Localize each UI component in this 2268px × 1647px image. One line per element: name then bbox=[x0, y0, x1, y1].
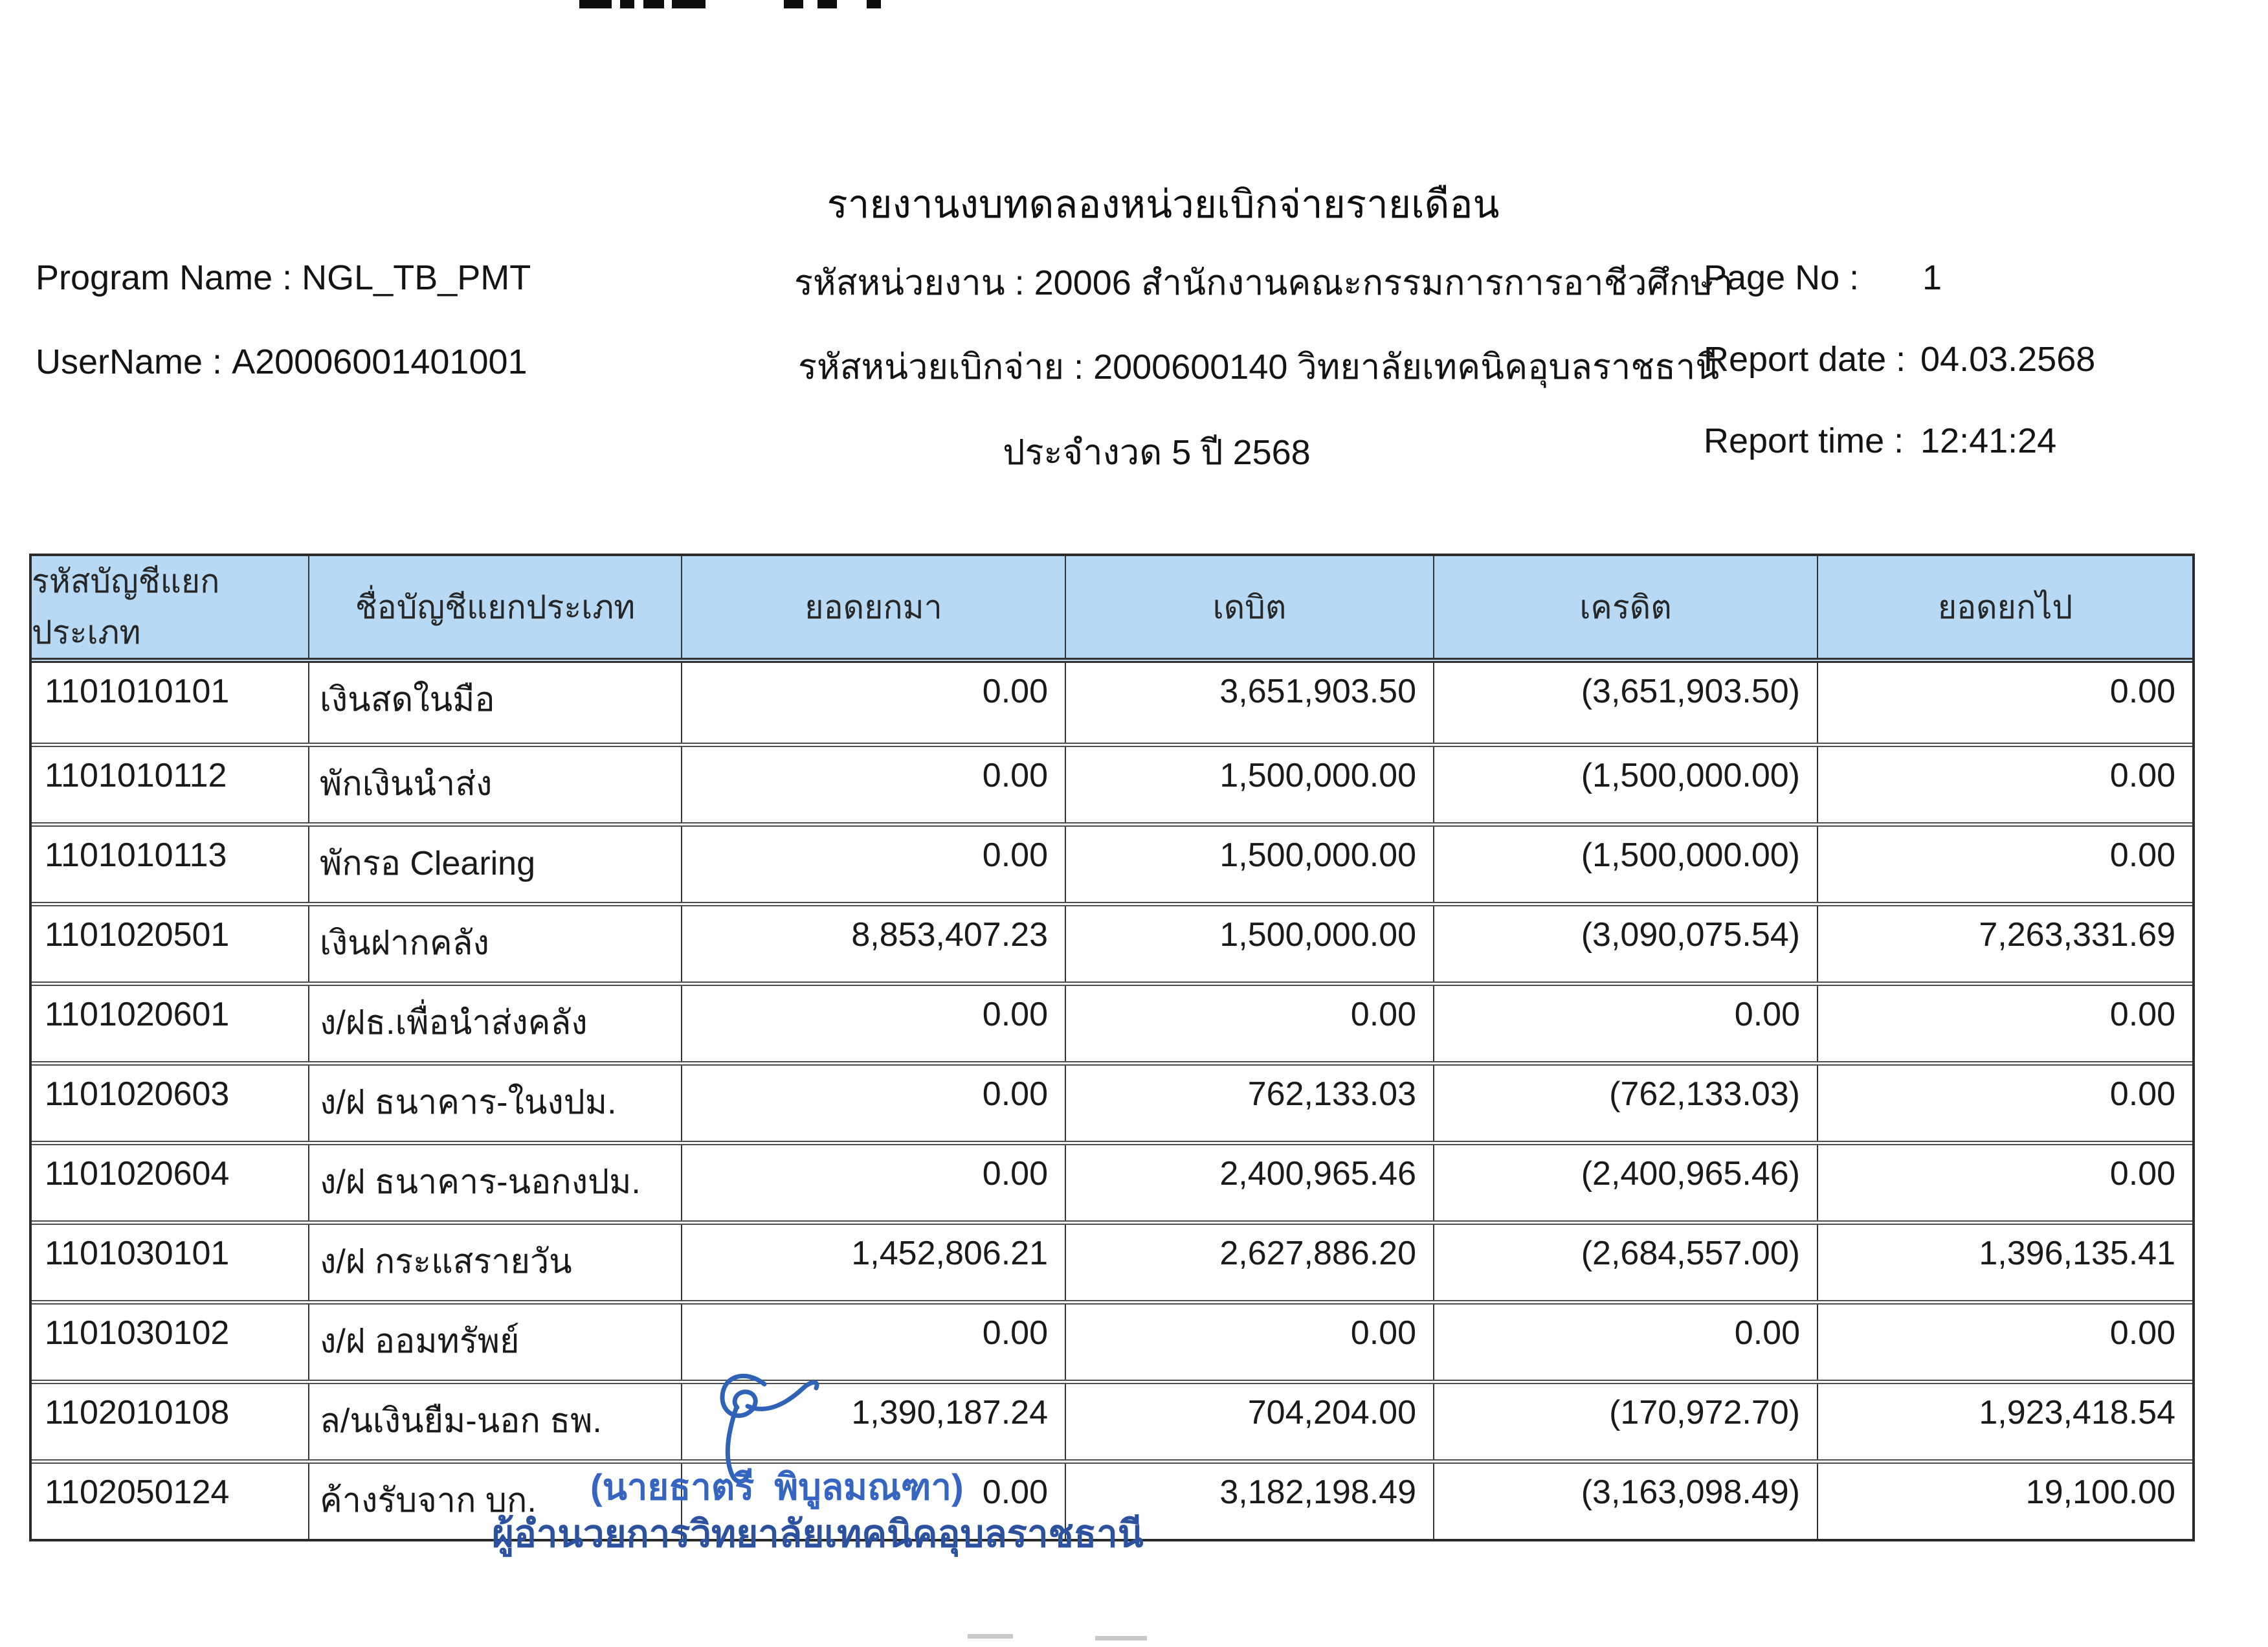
cell-name: ค้างรับจาก บก. bbox=[309, 1464, 682, 1539]
cell-opening: 0.00 bbox=[682, 747, 1066, 822]
cell-code: 1102050124 bbox=[32, 1464, 309, 1539]
cell-closing: 1,923,418.54 bbox=[1979, 1394, 2175, 1431]
signer-name: (นายธาตรี พิบูลมณฑา) bbox=[590, 1466, 964, 1507]
cell-credit: 0.00 bbox=[1434, 986, 1818, 1061]
cell-code: 1101020604 bbox=[32, 1145, 309, 1220]
cell-credit: (170,972.70) bbox=[1434, 1384, 1818, 1459]
table-body bbox=[32, 663, 2192, 1539]
cell-debit: 0.00 bbox=[1066, 986, 1434, 1061]
cell-code: 1101030102 bbox=[32, 1305, 309, 1380]
cell-opening: 0.00 bbox=[682, 1305, 1066, 1380]
table-header-row bbox=[32, 556, 2192, 663]
cell-opening: 0.00 bbox=[682, 986, 1066, 1061]
cell-code: 1101010113 bbox=[32, 827, 309, 902]
program-name-value: NGL_TB_PMT bbox=[302, 258, 531, 297]
cell-code: 1101030101 bbox=[32, 1225, 309, 1300]
report-date-value: 04.03.2568 bbox=[1920, 340, 2096, 379]
table-row bbox=[32, 663, 2192, 743]
col-header-opening-balance: ยอดยกมา bbox=[682, 556, 1066, 658]
cell-code: 1101010101 bbox=[32, 663, 309, 743]
cell-opening: 1,390,187.24 bbox=[682, 1384, 1066, 1459]
cell-debit: 2,400,965.46 bbox=[1066, 1145, 1434, 1220]
cell-closing: 0.00 bbox=[2109, 673, 2175, 710]
table-row bbox=[32, 1300, 2192, 1380]
cell-name: ง/ฝ ธนาคาร-นอกงปม. bbox=[309, 1145, 682, 1220]
col-header-account-name: ชื่อบัญชีแยกประเภท bbox=[309, 556, 682, 658]
report-date-label: Report date : bbox=[1704, 340, 1906, 379]
cell-name: พักรอ Clearing bbox=[309, 827, 682, 902]
cell-opening: 0.00 bbox=[682, 1464, 1066, 1539]
table-row bbox=[32, 1061, 2192, 1141]
disbursement-unit-line: รหัสหน่วยเบิกจ่าย : 2000600140 วิทยาลัยเทคนิคอุบลราชธานี bbox=[798, 348, 1720, 387]
cell-closing: 1,396,135.41 bbox=[1979, 1235, 2175, 1272]
signer-title: ผู้อำนวยการวิทยาลัยเทคนิคอุบลราชธานี bbox=[492, 1513, 1144, 1555]
cell-debit: 0.00 bbox=[1066, 1305, 1434, 1380]
period-line: ประจำงวด 5 ปี 2568 bbox=[1003, 433, 1311, 472]
cell-debit: 704,204.00 bbox=[1066, 1384, 1434, 1459]
cell-closing: 0.00 bbox=[2109, 836, 2175, 874]
cell-code: 1101020501 bbox=[32, 906, 309, 981]
cell-credit: (3,651,903.50) bbox=[1434, 663, 1818, 743]
page-no-label: Page No : bbox=[1704, 258, 1860, 297]
table-row bbox=[32, 1380, 2192, 1459]
cell-code: 1101020603 bbox=[32, 1066, 309, 1141]
cell-name: เงินฝากคลัง bbox=[309, 906, 682, 981]
col-header-closing-balance: ยอดยกไป bbox=[1937, 588, 2073, 625]
cell-closing: 0.00 bbox=[2109, 757, 2175, 794]
cell-credit: (1,500,000.00) bbox=[1434, 747, 1818, 822]
cell-opening: 0.00 bbox=[682, 827, 1066, 902]
col-header-account-code: รหัสบัญชีแยกประเภท bbox=[32, 556, 309, 658]
page-no-value: 1 bbox=[1922, 258, 1942, 297]
trial-balance-table bbox=[29, 554, 2195, 1541]
cell-name: ง/ฝ ออมทรัพย์ bbox=[309, 1305, 682, 1380]
cell-name: พักเงินนำส่ง bbox=[309, 747, 682, 822]
cell-credit: (3,163,098.49) bbox=[1434, 1464, 1818, 1539]
cell-name: ง/ฝ ธนาคาร-ในงปม. bbox=[309, 1066, 682, 1141]
username-value: A20006001401001 bbox=[232, 342, 528, 381]
cell-credit: (762,133.03) bbox=[1434, 1066, 1818, 1141]
cell-credit: (2,400,965.46) bbox=[1434, 1145, 1818, 1220]
col-header-credit: เครดิต bbox=[1434, 556, 1818, 658]
cell-closing: 7,263,331.69 bbox=[1979, 916, 2175, 954]
username-line bbox=[36, 342, 528, 382]
cell-credit: (3,090,075.54) bbox=[1434, 906, 1818, 981]
cell-debit: 3,182,198.49 bbox=[1066, 1464, 1434, 1539]
col-header-debit: เดบิต bbox=[1066, 556, 1434, 658]
cell-opening: 0.00 bbox=[682, 1066, 1066, 1141]
cell-name: ล/นเงินยืม-นอก ธพ. bbox=[309, 1384, 682, 1459]
cell-closing: 0.00 bbox=[2109, 996, 2175, 1033]
cell-code: 1101010112 bbox=[32, 747, 309, 822]
cell-closing: 19,100.00 bbox=[2025, 1473, 2175, 1511]
agency-line: รหัสหน่วยงาน : 20006 สำนักงานคณะกรรมการการอาชีวศึกษา bbox=[794, 263, 1733, 302]
cell-debit: 762,133.03 bbox=[1066, 1066, 1434, 1141]
cell-credit: (2,684,557.00) bbox=[1434, 1225, 1818, 1300]
username-label: UserName : bbox=[36, 342, 223, 381]
table-row bbox=[32, 743, 2192, 822]
table-row bbox=[32, 1220, 2192, 1300]
cell-debit: 2,627,886.20 bbox=[1066, 1225, 1434, 1300]
cell-name: ง/ฝ กระแสรายวัน bbox=[309, 1225, 682, 1300]
table-row bbox=[32, 902, 2192, 981]
cell-closing: 0.00 bbox=[2109, 1075, 2175, 1113]
cell-code: 1101020601 bbox=[32, 986, 309, 1061]
cell-opening: 8,853,407.23 bbox=[682, 906, 1066, 981]
report-title: รายงานงบทดลองหน่วยเบิกจ่ายรายเดือน bbox=[827, 183, 1500, 226]
report-time-label: Report time : bbox=[1704, 421, 1904, 460]
cell-debit: 1,500,000.00 bbox=[1066, 906, 1434, 981]
cell-credit: 0.00 bbox=[1434, 1305, 1818, 1380]
cell-name: เงินสดในมือ bbox=[309, 663, 682, 743]
table-row bbox=[32, 1141, 2192, 1220]
cell-closing: 0.00 bbox=[2109, 1314, 2175, 1352]
cell-debit: 1,500,000.00 bbox=[1066, 747, 1434, 822]
cell-credit: (1,500,000.00) bbox=[1434, 827, 1818, 902]
cell-opening: 1,452,806.21 bbox=[682, 1225, 1066, 1300]
cell-debit: 3,651,903.50 bbox=[1066, 663, 1434, 743]
cell-debit: 1,500,000.00 bbox=[1066, 827, 1434, 902]
cell-opening: 0.00 bbox=[682, 1145, 1066, 1220]
cell-code: 1102010108 bbox=[32, 1384, 309, 1459]
cell-name: ง/ฝธ.เพื่อนำส่งคลัง bbox=[309, 986, 682, 1061]
cell-opening: 0.00 bbox=[682, 663, 1066, 743]
program-name-line bbox=[36, 258, 531, 298]
table-row bbox=[32, 981, 2192, 1061]
report-time-value: 12:41:24 bbox=[1920, 421, 2057, 460]
program-name-label: Program Name : bbox=[36, 258, 293, 297]
cell-closing: 0.00 bbox=[2109, 1155, 2175, 1193]
table-row bbox=[32, 822, 2192, 902]
